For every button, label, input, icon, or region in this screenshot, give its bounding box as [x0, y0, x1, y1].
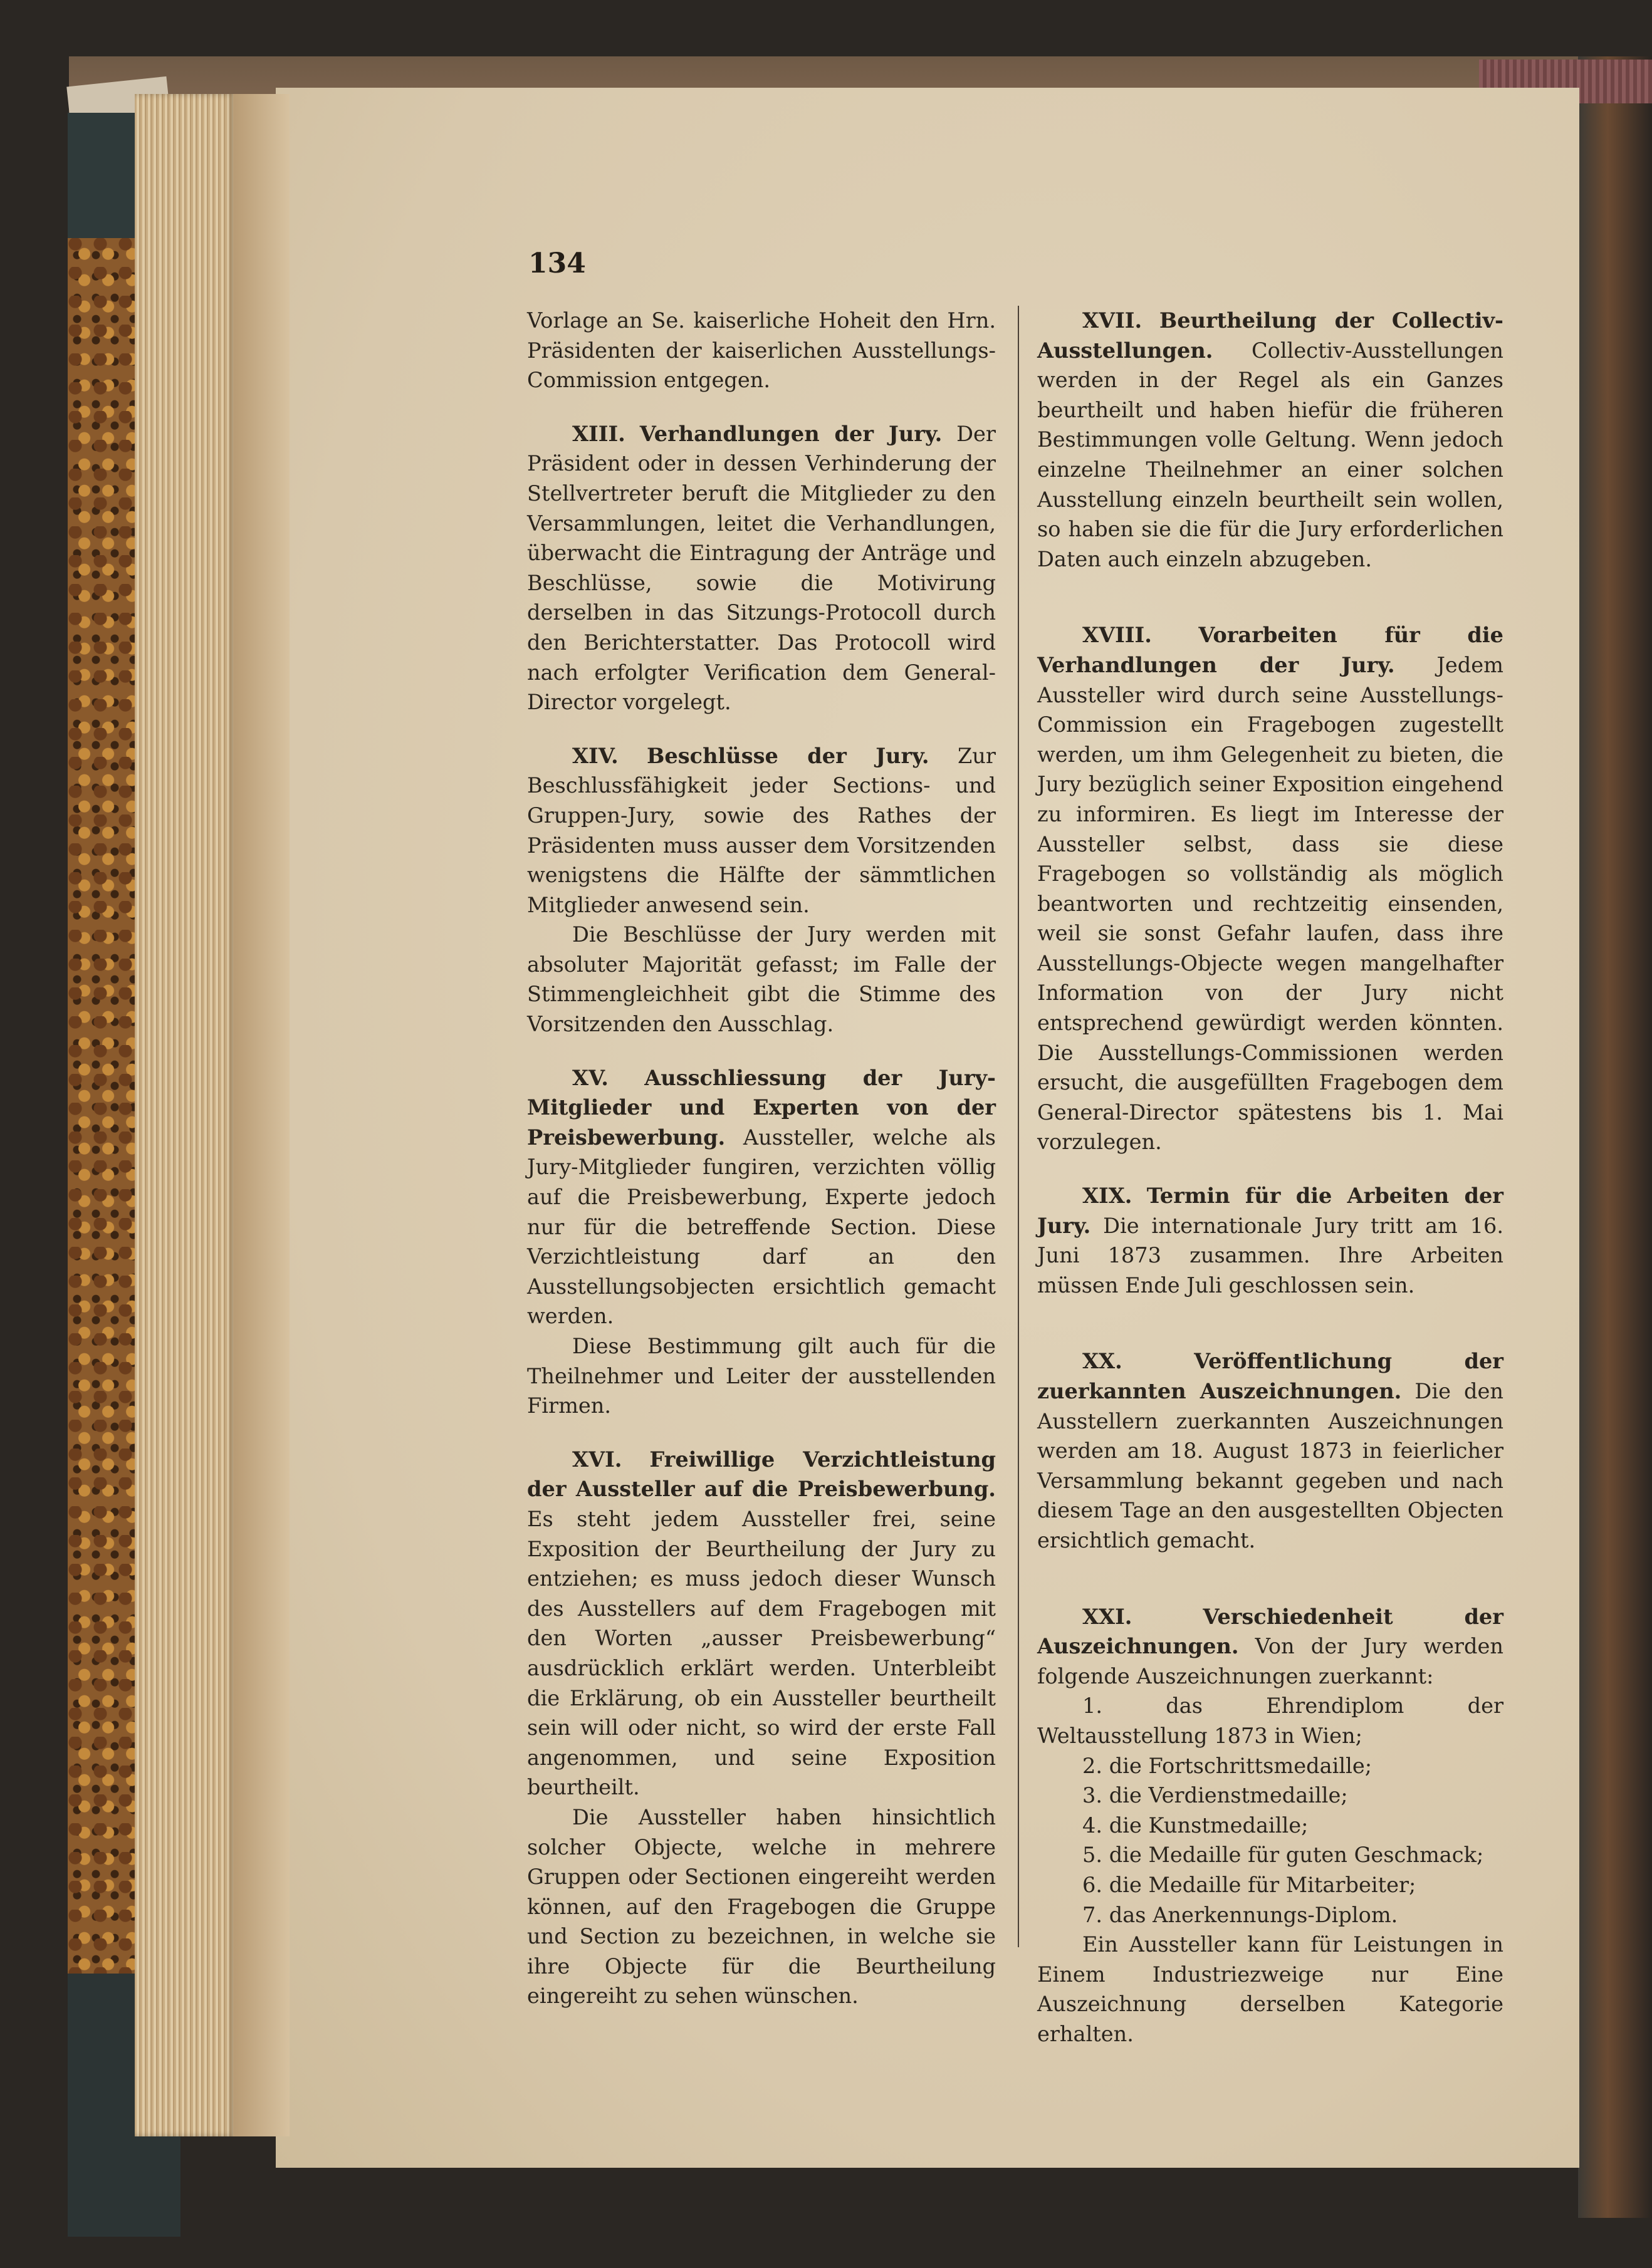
- section-xvi: [527, 1445, 996, 1802]
- section-number: XIII.: [572, 420, 625, 446]
- right-column: [1037, 306, 1503, 2049]
- section-number: XXI.: [1082, 1603, 1132, 1629]
- section-number: XIX.: [1082, 1183, 1132, 1209]
- list-item: 6. die Medaille für Mitarbeiter;: [1082, 1872, 1416, 1897]
- section-title: Vorarbeiten für die Verhandlungen der Jury.: [1037, 622, 1503, 677]
- section-xiv: [527, 741, 996, 920]
- section-title: Freiwillige Verzichtleistung der Aussteller auf die Preisbewerbung.: [527, 1446, 996, 1502]
- section-xvi-paragraph-2: Die Aussteller haben hinsichtlich solcher Objecte, welche in mehrere Gruppen oder Sectionen eingereiht werden können, auf den Fragebogen die Gruppe und Section zu bezeichnen, in welche sie ihre Objecte für die Beurtheilung eingereiht zu sehen wünschen.: [527, 1804, 996, 2009]
- section-xxi: [1037, 1602, 1503, 1692]
- section-xvii: [1037, 306, 1503, 574]
- section-xiii: [527, 419, 996, 717]
- section-number: XVIII.: [1082, 622, 1152, 648]
- section-text: Die internationale Jury tritt am 16. Juni 1873 zusammen. Ihre Arbeiten müssen Ende Juli geschlossen sein.: [1037, 1213, 1503, 1298]
- section-title: Ausschliessung der Jury-Mitglieder und Experten von der Preisbewerbung.: [527, 1064, 996, 1150]
- section-xv-paragraph-2: Diese Bestimmung gilt auch für die Theilnehmer und Leiter der ausstellenden Firmen.: [527, 1334, 996, 1418]
- section-text: Von der Jury werden folgende Auszeichnungen zuerkannt:: [1037, 1634, 1503, 1688]
- left-column: [527, 306, 996, 2011]
- list-item: 4. die Kunstmedaille;: [1082, 1813, 1309, 1838]
- list-item: 7. das Anerkennungs-Diplom.: [1082, 1902, 1398, 1927]
- section-xx: [1037, 1346, 1503, 1555]
- section-text: Collectiv-Ausstellungen werden in der Regel als ein Ganzes beurtheilt und haben hiefür die früheren Bestimmungen volle Geltung. Wenn jedoch einzelne Theilnehmer an einer solchen Ausstellung einzeln beurtheilt sein wollen, so haben sie die für die Jury erforderlichen Daten auch einzeln abzugeben.: [1037, 338, 1503, 571]
- book-spine-upper: [68, 113, 137, 251]
- section-text: Der Präsident oder in dessen Verhinderung der Stellvertreter beruft die Mitglieder zu den Versammlungen, leitet die Verhandlungen, überwacht die Eintragung der Anträge und Beschlüsse, sowie die Motivirung derselben in das Sitzungs-Protocoll durch den Berichterstatter. Das Protocoll wird nach erfolgter Verification dem General-Director vorgelegt.: [527, 421, 996, 715]
- section-text: Zur Beschlussfähigkeit jeder Sections- und Gruppen-Jury, sowie des Rathes der Präsidenten muss ausser dem Vorsitzenden wenigstens die Hälfte der sämmtlichen Mitglieder anwesend sein.: [527, 743, 996, 917]
- section-title: Verschiedenheit der Auszeichnungen.: [1037, 1603, 1503, 1659]
- section-text: Jedem Aussteller wird durch seine Ausstellungs-Commission ein Fragebogen zugestellt werden, um ihm Gelegenheit zu bieten, die Jury bezüglich seiner Exposition eingehend zu informiren. Es liegt im Interesse der Aussteller selbst, dass sie diese Fragebogen so vollständig als möglich beantworten und rechtzeitig einsenden, weil sie sonst Gefahr laufen, dass ihre Ausstellungs-Objecte wegen mangelhafter Information von der Jury nicht entsprechend gewürdigt werden könnten. Die Ausstellungs-Commissionen werden ersucht, die ausgefüllten Fragebogen dem General-Director spätestens bis 1. Mai vorzulegen.: [1037, 652, 1503, 1155]
- book-cover-right: [1578, 56, 1652, 2218]
- page-gutter: [233, 94, 290, 2136]
- section-title: Beschlüsse der Jury.: [647, 742, 929, 768]
- list-item: 5. die Medaille für guten Geschmack;: [1082, 1843, 1484, 1868]
- column-divider: [1018, 306, 1019, 1947]
- section-xix: [1037, 1181, 1503, 1300]
- intro-paragraph: Vorlage an Se. kaiserliche Hoheit den Hrn. Präsidenten der kaiserlichen Ausstellungs-Commission entgegen.: [527, 308, 996, 393]
- section-xv: [527, 1063, 996, 1331]
- section-number: XVI.: [572, 1446, 622, 1472]
- page-edges: [135, 94, 235, 2136]
- section-title: Termin für die Arbeiten der Jury.: [1037, 1183, 1503, 1238]
- section-xviii: [1037, 620, 1503, 1157]
- section-number: XVII.: [1082, 308, 1142, 333]
- section-text: Die den Ausstellern zuerkannten Auszeichnungen werden am 18. August 1873 in feierlicher Versammlung bekannt gegeben und nach diesem Tage an den ausgestellten Objecten ersichtlich gemacht.: [1037, 1379, 1503, 1553]
- closing-paragraph: Ein Aussteller kann für Leistungen in Einem Industriezweige nur Eine Auszeichnung derselben Kategorie erhalten.: [1037, 1932, 1503, 2046]
- section-text: Es steht jedem Aussteller frei, seine Exposition der Beurtheilung der Jury zu entziehen; es muss jedoch dieser Wunsch des Ausstellers auf dem Fragebogen mit den Worten „ausser Preisbewerbung“ ausdrücklich erklärt werden. Unterbleibt die Erklärung, ob ein Aussteller beurtheilt sein will oder nicht, so wird der erste Fall angenommen, und seine Exposition beurtheilt.: [527, 1506, 996, 1800]
- list-item: 3. die Verdienstmedaille;: [1082, 1783, 1348, 1808]
- section-text: Aussteller, welche als Jury-Mitglieder fungiren, verzichten völlig auf die Preisbewerbung, Experte jedoch nur für die betreffende Section. Diese Verzichtleistung darf an den Ausstellungsobjecten ersichtlich gemacht werden.: [527, 1125, 996, 1329]
- section-number: XX.: [1082, 1348, 1122, 1374]
- list-item: 2. die Fortschrittsmedaille;: [1082, 1753, 1372, 1778]
- section-number: XIV.: [572, 742, 619, 768]
- section-title: Beurtheilung der Collectiv-Ausstellungen.: [1037, 308, 1503, 363]
- section-title: Veröffentlichung der zuerkannten Auszeichnungen.: [1037, 1348, 1503, 1403]
- page-number: 134: [528, 247, 586, 279]
- section-xiv-paragraph-2: Die Beschlüsse der Jury werden mit absoluter Majorität gefasst; im Falle der Stimmengleichheit gibt die Stimme des Vorsitzenden den Ausschlag.: [527, 922, 996, 1037]
- section-title: Verhandlungen der Jury.: [639, 420, 943, 446]
- list-item: 1. das Ehrendiplom der Weltausstellung 1873 in Wien;: [1037, 1693, 1503, 1748]
- section-number: XV.: [572, 1064, 609, 1090]
